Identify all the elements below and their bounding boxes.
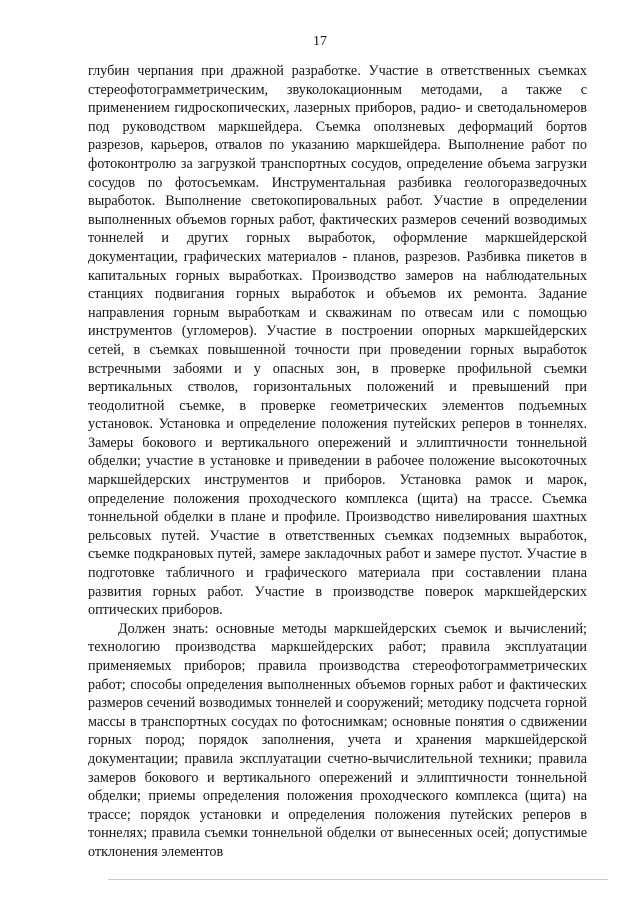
body-text xyxy=(88,62,587,862)
page-number: 17 xyxy=(313,34,327,49)
paragraph-must-know: Должен знать: основные методы маркшейдерских съемок и вычислений; технологию производства маркшейдерских работ; правила эксплуатации применяемых приборов; правила производства стереофотограмметрических работ; способы определения выполненных объемов горных работ и фактических размеров сечений возводимых тоннелей и сооружений; методику подсчета горной массы в транспортных сосудах по фотоснимкам; основные понятия о сдвижении горных пород; порядок заполнения, учета и хранения маркшейдерской документации; правила эксплуатации счетно-вычислительной техники; правила замеров бокового и вертикального опережений и эллиптичности тоннельной обделки; приемы определения положения проходческого комплекса (щита) на трассе; порядок установки и определения положения путейских реперов в тоннелях; правила съемки тоннельной обделки от вынесенных осей; допустимые отклонения элементов xyxy=(88,620,587,860)
paragraph-duties-continuation: глубин черпания при дражной разработке. Участие в ответственных съемках стереофотограмметрическим, звуколокационным методами, а также с применением гидроскопических, лазерных приборов, радио- и светодальномеров под руководством маркшейдера. Съемка оползневых деформаций бортов разрезов, карьеров, отвалов по указанию маркшейдера. Выполнение работ по фотоконтролю за загрузкой транспортных сосудов, определение объема загрузки сосудов по фотосъемкам. Инструментальная разбивка геологоразведочных выработок. Выполнение светокопировальных работ. Участие в определении выполненных объемов горных работ, фактических размеров сечений возводимых тоннелей и других горных выработок, оформление маркшейдерской документации, графических материалов - планов, разрезов. Разбивка пикетов в капитальных горных выработках. Производство замеров на наблюдательных станциях подвигания горных выработок и объемов их ремонта. Задание направления горным выработкам и скважинам по отвесам или с помощью инструментов (угломеров). Участие в построении опорных маркшейдерских сетей, в съемках повышенной точности при проведении горных выработок встречными забоями и у опасных зон, в проверке профильной съемки вертикальных стволов, горизонтальных положений и превышений при теодолитной съемке, в проверке геометрических элементов подъемных установок. Установка и определение положения путейских реперов в тоннелях. Замеры бокового и вертикального опережений и эллиптичности тоннельной обделки; участие в установке и приведении в рабочее положение высокоточных маркшейдерских инструментов и приборов. Установка рамок и марок, определение положения проходческого комплекса (щита) на трассе. Съемка тоннельной обделки в плане и профиле. Производство нивелирования шахтных рельсовых путей. Участие в ответственных съемках подземных выработок, съемке подкрановых путей, замере закладочных работ и замере пустот. Участие в подготовке табличного и графического материала при составлении плана развития горных работ. Участие в производстве поверок маркшейдерских оптических приборов. xyxy=(88,63,587,619)
bottom-divider xyxy=(108,879,608,880)
